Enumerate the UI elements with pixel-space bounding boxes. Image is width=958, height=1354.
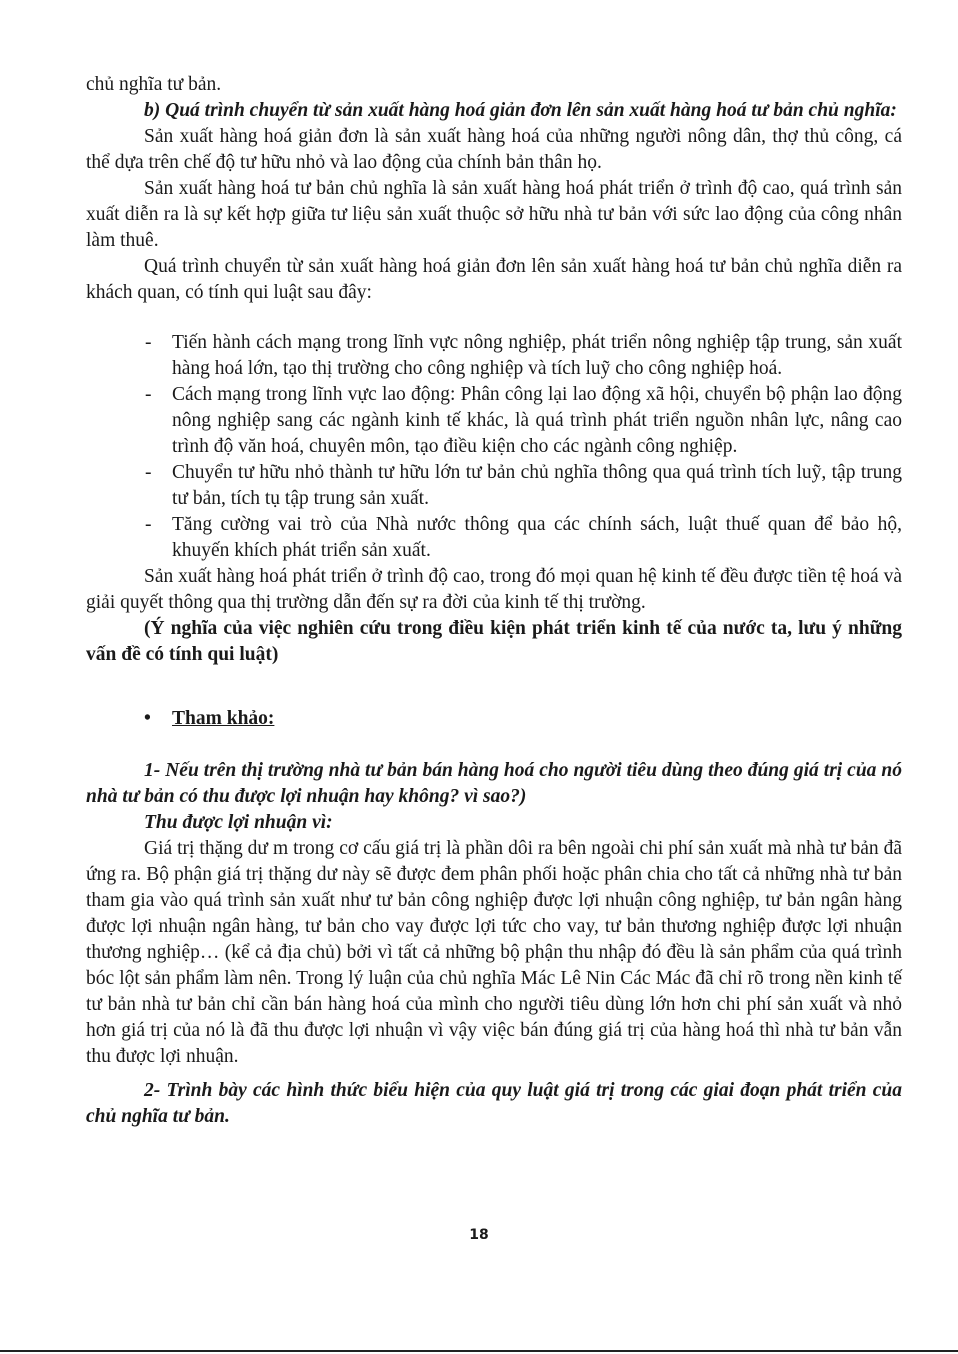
list-item: - Tăng cường vai trò của Nhà nước thông qua các chính sách, luật thuế quan để bảo hộ, khuyến khích phát triển sản xuất. [172, 512, 902, 564]
list-item: - Cách mạng trong lĩnh vực lao động: Phân công lại lao động xã hội, chuyển bộ phận lao động nông nghiệp sang các ngành kinh tế khác, là quá trình phát triển nguồn nhân lực, nâng cao trình độ văn hoá, chuyên môn, tạo điều kiện cho các ngành công nghiệp. [172, 382, 902, 460]
list-item: - Tiến hành cách mạng trong lĩnh vực nông nghiệp, phát triển nông nghiệp tập trung, sản xuất hàng hoá lớn, tạo thị trường cho công nghiệp và tích luỹ cho công nghiệp hoá. [172, 330, 902, 382]
intro-line: chủ nghĩa tư bản. [86, 74, 222, 95]
document-page [86, 72, 902, 1130]
section-b-title: b) Quá trình chuyển từ sản xuất hàng hoá giản đơn lên sản xuất hàng hoá tư bản chủ nghĩa: [144, 100, 897, 121]
answer-1-text: Giá trị thặng dư m trong cơ cấu giá trị là phần dôi ra bên ngoài chi phí sản xuất mà nhà tư bản đã ứng ra. Bộ phận giá trị thặng dư này sẽ được đem phân phối hoặc phân chia cho tất cả những nhà tư bản tham gia vào quá trình sản xuất như tư bản công nghiệp được lợi nhuận công nghiệp, tư bản ngân hàng được lợi nhuận ngân hàng, tư bản cho vay được lợi tức cho vay, tư bản thương nghiệp được lợi nhuận thương nghiệp… (kể cả địa chủ) bởi vì tất cả những bộ phận thu nhập đó đều là sản phẩm của quá trình bóc lột sản phẩm làm nên. Trong lý luận của chủ nghĩa Mác Lê Nin Các Mác đã chỉ rõ trong nền kinh tế tư bản nhà tư bản chỉ cần bán hàng hoá của mình cho người tiêu dùng lớn hơn chi phí sản xuất và nhỏ hơn giá trị của nó là đã thu được lợi nhuận vì vậy việc bán đúng giá trị của hàng hoá thì nhà tư bản vẫn thu được lợi nhuận. [86, 838, 902, 1067]
list-item: - Chuyển tư hữu nhỏ thành tư hữu lớn tư bản chủ nghĩa thông qua quá trình tích luỹ, tập trung tư bản, tích tụ tập trung sản xuất. [172, 460, 902, 512]
question-1: 1- Nếu trên thị trường nhà tư bản bán hàng hoá cho người tiêu dùng theo đúng giá trị của nó nhà tư bản có thu được lợi nhuận hay không? vì sao?) [86, 760, 902, 807]
bottom-border [0, 1350, 958, 1352]
transition-laws-list [86, 330, 902, 564]
paragraph-transition-process: Quá trình chuyển từ sản xuất hàng hoá giản đơn lên sản xuất hàng hoá tư bản chủ nghĩa diễn ra khách quan, có tính qui luật sau đây: [86, 256, 902, 303]
significance-note: (Ý nghĩa của việc nghiên cứu trong điều kiện phát triển kinh tế của nước ta, lưu ý những vấn đề có tính qui luật) [86, 618, 902, 665]
paragraph-capitalist-production: Sản xuất hàng hoá tư bản chủ nghĩa là sản xuất hàng hoá phát triển ở trình độ cao, quá trình sản xuất diễn ra là sự kết hợp giữa tư liệu sản xuất thuộc sở hữu nhà tư bản với sức lao động của công nhân làm thuê. [86, 178, 902, 251]
page-number: 18 [469, 1227, 489, 1243]
question-2: 2- Trình bày các hình thức biểu hiện của quy luật giá trị trong các giai đoạn phát triển của chủ nghĩa tư bản. [86, 1080, 902, 1127]
paragraph-simple-production: Sản xuất hàng hoá giản đơn là sản xuất hàng hoá của những người nông dân, thợ thủ công, cá thể dựa trên chế độ tư hữu nhỏ và lao động của chính bản thân họ. [86, 126, 902, 173]
paragraph-market-economy: Sản xuất hàng hoá phát triển ở trình độ cao, trong đó mọi quan hệ kinh tế đều được tiền tệ hoá và giải quyết thông qua thị trường dẫn đến sự ra đời của kinh tế thị trường. [86, 566, 902, 613]
bullet-icon: • [144, 708, 151, 729]
reference-heading: Tham khảo: [172, 708, 275, 729]
reference-heading-row [86, 706, 902, 732]
answer-1-heading: Thu được lợi nhuận vì: [144, 812, 333, 833]
